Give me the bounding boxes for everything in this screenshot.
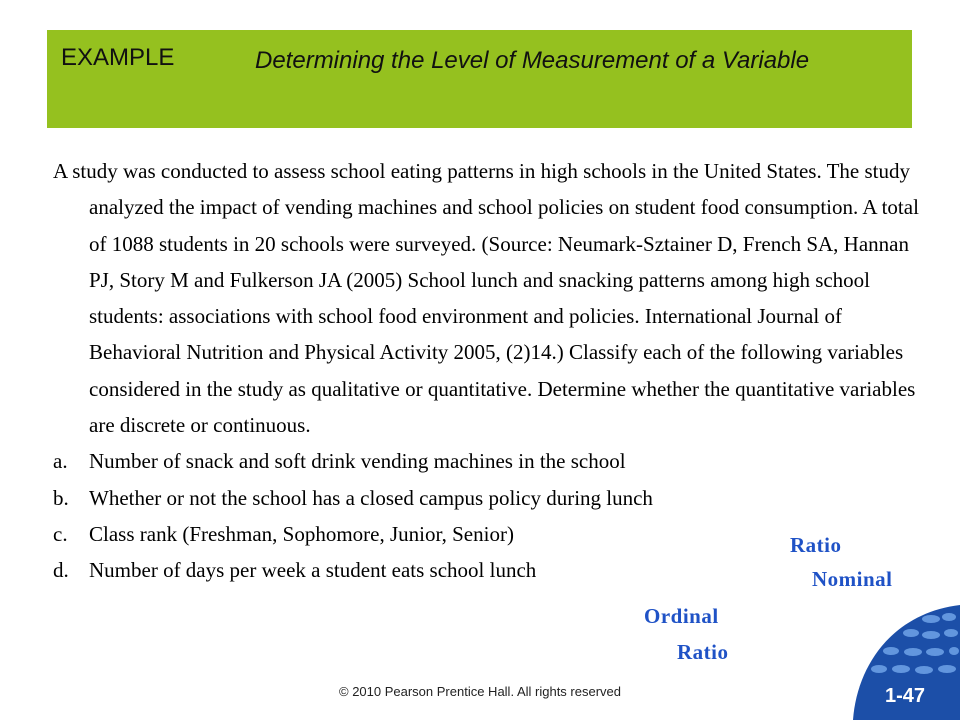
item-text: Number of snack and soft drink vending machines in the school [89, 449, 626, 474]
item-letter: b. [53, 485, 69, 510]
item-letter: d. [53, 558, 69, 583]
item-letter: a. [53, 449, 68, 474]
item-text: Class rank (Freshman, Sophomore, Junior, Senior) [89, 521, 514, 546]
list-item [53, 480, 923, 516]
answer-d: Ratio [677, 640, 729, 664]
problem-paragraph: A study was conducted to assess school eating patterns in high schools in the United States. The study analyzed the impact of vending machines and school policies on student food consumption. A total of 1088 students in 20 schools were surveyed. (Source: Neumark-Sztainer D, French SA, Hannan PJ, Story M and Fulkerson JA (2005) School lunch and snacking patterns among high school students: associations with school food environment and policies. International Journal of Behavioral Nutrition and Physical Activity 2005, (2)14.) Classify each of the following variables considered in the study as qualitative or quantitative. Determine whether the quantitative variables are discrete or continuous. [53, 159, 919, 438]
variable-list [53, 443, 923, 588]
title-banner [47, 30, 912, 128]
example-label: EXAMPLE [61, 44, 175, 71]
answer-a: Ratio [790, 533, 842, 557]
slide-title: Determining the Level of Measurement of a Variable [255, 47, 810, 74]
item-text: Whether or not the school has a closed campus policy during lunch [89, 485, 653, 510]
list-item [53, 443, 923, 479]
slide-number: 1-47 [885, 685, 926, 707]
slide-body [53, 153, 923, 589]
item-text: Number of days per week a student eats school lunch [89, 558, 537, 583]
copyright-footer: © 2010 Pearson Prentice Hall. All rights reserved [339, 684, 621, 699]
answer-b: Nominal [812, 567, 893, 591]
item-letter: c. [53, 521, 68, 546]
answer-c: Ordinal [644, 604, 719, 628]
